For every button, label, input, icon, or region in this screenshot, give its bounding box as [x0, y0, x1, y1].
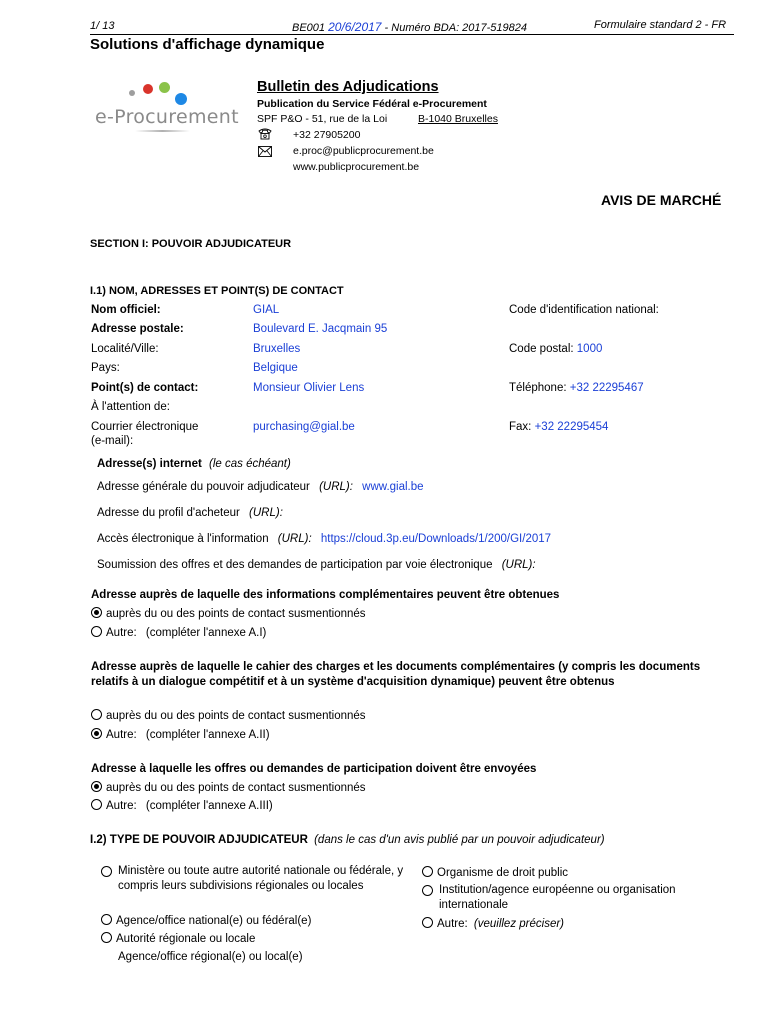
type-option-regional-agency-label: Agence/office régional(e) ou local(e) — [118, 951, 303, 963]
reference-date: 20/6/2017 — [328, 20, 382, 34]
internet-note: (le cas échéant) — [209, 458, 291, 470]
electronic-submission-row — [97, 559, 536, 571]
radio-unselected-icon[interactable] — [422, 917, 433, 928]
bulletin-subtitle: Publication du Service Fédéral e-Procurement — [257, 98, 487, 110]
info-option-other[interactable] — [91, 626, 266, 639]
section-1-2-heading — [90, 834, 605, 846]
info-address-title: Adresse auprès de laquelle des informations complémentaires peuvent être obtenues — [91, 589, 560, 601]
email-label-line-1: Courrier électronique — [91, 421, 199, 433]
submit-option-other-label: Autre: — [106, 800, 137, 812]
fax-label: Fax: — [509, 421, 532, 433]
submit-option-contact-label: auprès du ou des points de contact susmentionnés — [106, 782, 366, 794]
type-option-national-agency-label: Agence/office national(e) ou fédéral(e) — [116, 915, 312, 927]
type-option-other[interactable] — [422, 917, 564, 930]
postal-code-value: 1000 — [576, 343, 603, 355]
general-address-row — [97, 481, 424, 493]
bulletin-email: e.proc@publicprocurement.be — [293, 145, 434, 157]
postal-address-value: Boulevard E. Jacqmain 95 — [253, 323, 388, 335]
logo-text: e-Procurement — [95, 106, 239, 128]
documents-address-title: Adresse auprès de laquelle le cahier des charges et les documents complémentaires (y compris les documents relatifs à un dialogue compétitif et à un système d'acquisition dynamique) peuvent être obtenus — [91, 661, 701, 688]
country-label: Pays: — [91, 362, 120, 374]
docs-option-other-note: (compléter l'annexe A.II) — [145, 729, 270, 741]
type-option-public-body-label: Organisme de droit public — [437, 867, 569, 879]
reference-number: - Numéro BDA: 2017-519824 — [384, 22, 528, 34]
docs-option-other[interactable] — [91, 728, 270, 741]
official-name-label: Nom officiel: — [91, 304, 161, 316]
submit-option-other-note: (compléter l'annexe A.III) — [145, 800, 273, 812]
reference-prefix: BE001 — [292, 22, 326, 34]
town-label: Localité/Ville: — [91, 343, 159, 355]
general-address-url-tag: (URL): — [319, 481, 353, 493]
type-option-eu-institution-label: Institution/agence européenne ou organisation internationale — [439, 884, 676, 911]
fax-field — [509, 421, 608, 433]
electronic-submission-url-tag: (URL): — [501, 559, 536, 571]
type-option-national-agency[interactable] — [101, 914, 311, 927]
country-value: Belgique — [253, 362, 298, 374]
page-number: 1/ 13 — [90, 20, 115, 32]
telephone-value: +32 22295467 — [569, 382, 644, 394]
email-label-line-2: (e-mail): — [91, 435, 134, 447]
fax-value: +32 22295454 — [534, 421, 609, 433]
section-1-2-note: (dans le cas d'un avis publié par un pouvoir adjudicateur) — [314, 834, 605, 846]
radio-unselected-icon[interactable] — [422, 885, 433, 896]
electronic-access-row — [97, 533, 551, 545]
logo-underline — [135, 130, 190, 132]
radio-selected-icon[interactable] — [91, 781, 102, 792]
radio-unselected-icon[interactable] — [91, 709, 102, 720]
electronic-submission-label: Soumission des offres et des demandes de participation par voie électronique — [97, 559, 493, 571]
telephone-icon — [257, 127, 273, 140]
type-option-regional-authority-label: Autorité régionale ou locale — [116, 933, 256, 945]
section-1-1-title: I.1) NOM, ADRESSES ET POINT(S) DE CONTACT — [90, 285, 344, 297]
form-type: Formulaire standard 2 - FR — [594, 19, 727, 31]
docs-option-contact-label: auprès du ou des points de contact susmentionnés — [106, 710, 366, 722]
town-value: Bruxelles — [253, 343, 301, 355]
postal-address-label: Adresse postale: — [91, 323, 184, 335]
radio-unselected-icon[interactable] — [101, 866, 112, 877]
type-option-other-note: (veuillez préciser) — [473, 918, 564, 930]
electronic-access-url-tag: (URL): — [277, 533, 312, 545]
logo-dot-blue — [175, 93, 187, 105]
radio-unselected-icon[interactable] — [91, 799, 102, 810]
internet-label: Adresse(s) internet — [97, 458, 202, 470]
type-option-other-label: Autre: — [437, 918, 468, 930]
email-value: purchasing@gial.be — [253, 421, 355, 433]
info-option-contact[interactable] — [91, 607, 366, 620]
notice-type: AVIS DE MARCHÉ — [601, 192, 722, 208]
buyer-profile-url-tag: (URL): — [249, 507, 283, 519]
header-rule — [90, 34, 734, 35]
submit-option-contact[interactable] — [91, 781, 366, 794]
general-address-label: Adresse générale du pouvoir adjudicateur — [97, 481, 310, 493]
bulletin-title: Bulletin des Adjudications — [257, 79, 439, 95]
official-name-value: GIAL — [253, 304, 280, 316]
submission-address-title: Adresse à laquelle les offres ou demandes de participation doivent être envoyées — [91, 763, 537, 775]
bulletin-phone: +32 27905200 — [293, 129, 361, 141]
info-option-contact-label: auprès du ou des points de contact susmentionnés — [106, 608, 366, 620]
radio-unselected-icon[interactable] — [101, 932, 112, 943]
radio-selected-icon[interactable] — [91, 607, 102, 618]
section-1-title: SECTION I: POUVOIR ADJUDICATEUR — [90, 238, 292, 250]
postal-code-field — [509, 343, 602, 355]
electronic-access-value: https://cloud.3p.eu/Downloads/1/200/GI/2017 — [320, 533, 552, 545]
type-option-eu-institution-radio[interactable] — [422, 885, 437, 898]
telephone-label: Téléphone: — [509, 382, 567, 394]
info-option-other-note: (compléter l'annexe A.I) — [145, 627, 267, 639]
logo-dot-green — [159, 82, 170, 93]
envelope-icon — [258, 146, 272, 157]
type-option-regional-authority[interactable] — [101, 932, 255, 945]
contact-point-value: Monsieur Olivier Lens — [253, 382, 365, 394]
bulletin-city: B-1040 Bruxelles — [418, 113, 498, 125]
submit-option-other[interactable] — [91, 799, 273, 812]
logo-dot-grey — [129, 90, 135, 96]
docs-option-other-label: Autre: — [106, 729, 137, 741]
national-id-label: Code d'identification national: — [509, 304, 659, 316]
section-1-2-title: I.2) TYPE DE POUVOIR ADJUDICATEUR — [90, 834, 308, 846]
e-procurement-logo — [95, 80, 239, 140]
bulletin-website: www.publicprocurement.be — [293, 161, 420, 173]
attention-label: À l'attention de: — [91, 401, 170, 413]
contact-point-label: Point(s) de contact: — [91, 382, 199, 394]
internet-addresses-heading — [97, 458, 291, 470]
logo-dot-red — [143, 84, 153, 94]
buyer-profile-row — [97, 507, 283, 519]
electronic-access-label: Accès électronique à l'information — [97, 533, 269, 545]
type-option-public-body[interactable] — [422, 866, 568, 879]
info-option-other-label: Autre: — [106, 627, 137, 639]
radio-unselected-icon[interactable] — [422, 866, 433, 877]
buyer-profile-label: Adresse du profil d'acheteur — [97, 507, 240, 519]
bulletin-address: SPF P&O - 51, rue de la Loi — [257, 113, 388, 125]
postal-code-label: Code postal: — [509, 343, 574, 355]
docs-option-contact[interactable] — [91, 709, 366, 722]
notice-reference — [292, 20, 527, 34]
type-option-ministry-label: Ministère ou toute autre autorité nationale ou fédérale, y compris leurs subdivisions régionales ou locales — [118, 865, 404, 892]
general-address-value: www.gial.be — [362, 481, 424, 493]
radio-unselected-icon[interactable] — [91, 626, 102, 637]
telephone-field — [509, 382, 644, 394]
radio-selected-icon[interactable] — [91, 728, 102, 739]
radio-unselected-icon[interactable] — [101, 914, 112, 925]
type-option-ministry-radio[interactable] — [101, 866, 116, 879]
document-title: Solutions d'affichage dynamique — [90, 36, 325, 53]
